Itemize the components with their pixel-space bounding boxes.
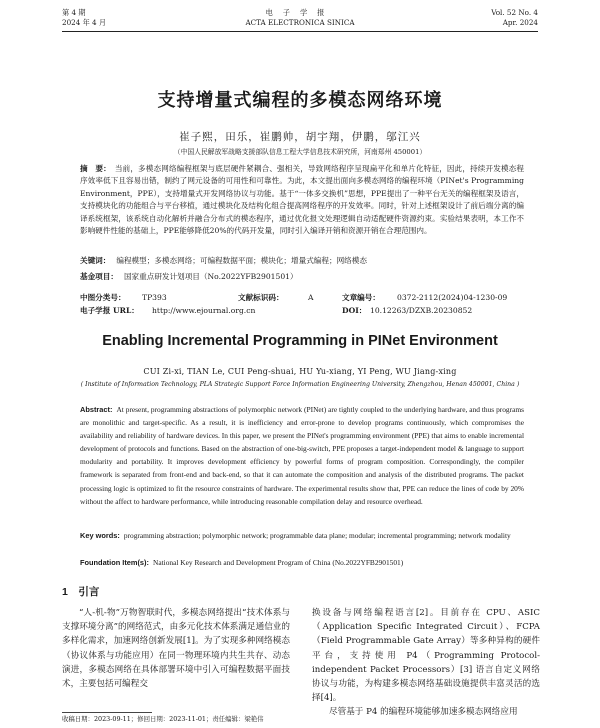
header-issue-cn: 第 4 期: [62, 8, 86, 17]
header-journal-cn: 电子学报: [265, 8, 335, 17]
header-volume: Vol. 52 No. 4: [491, 8, 538, 17]
header-volume-block: [491, 8, 538, 28]
article-no-label: 文章编号：: [342, 293, 380, 302]
en-abstract: [80, 403, 524, 508]
cn-abstract: [80, 163, 524, 237]
running-header: [62, 8, 538, 34]
cn-keywords-text: 编程模型；多模态网络；可编程数据平面；模块化；增量式编程；网络模态: [116, 256, 367, 265]
doc-code-label: 文献标识码：: [238, 293, 284, 302]
url-label: 电子学报 URL：: [80, 306, 139, 315]
body-right-column: [312, 606, 540, 720]
cn-title: 支持增量式编程的多模态网络环境: [157, 90, 443, 111]
header-journal-en: ACTA ELECTRONICA SINICA: [245, 18, 355, 27]
en-abstract-text: At present, programming abstractions of polymorphic network (PINet) are tightly coupled to the underlying hardware, and thus programs are monolithic and target-specific. As a result, it is inefficiency and error-prone to develop programs continuously, which compromises the availability and reliability of hardware devices. In this paper, we present the PINet's programming environment (PPE) that aims to enable incremental development of protocols and functions. Based on the abstraction of one-big-switch, PPE proposes a target-independent model & language to support modularity and portability. It improves development efficiency by powerful forms of program composition. Correspondingly, the compiler framework is separated from front-end and back-end, so that it can automate the composition and analysis of the distributed programs. The packet processing logic is optimized to fit the resource constraints of hardware. The experimental results show that, PPE can reduce the lines of code by 20% without the affect to hardware performance, while introducing reasonable compilation delay and resource overhead.: [80, 405, 524, 506]
cn-fund-text: 国家重点研发计划项目（No.2022YFB2901501）: [123, 272, 298, 281]
footnote-received: 收稿日期：2023-09-11；修回日期：2023-11-01；责任编辑：梁艳伟: [62, 715, 264, 723]
en-keywords-text: programming abstraction; polymorphic network; programmable data plane; modular; incremental programming; network modality: [123, 531, 511, 540]
url-value[interactable]: http://www.ejournal.org.cn: [152, 306, 256, 315]
cn-abstract-label: 摘 要：: [80, 164, 111, 173]
en-keywords-label: Key words:: [80, 531, 120, 540]
body-left-column: “人-机-物”万物智联时代，多模态网络提出“技术体系与支撑环境分离”的网络范式，由多元化技术体系满足通信业的多样化需求，加速网络创新发展[1]。为了实现多种网络模态（协议体系与功能应用）在同一物理环境内共生共存、动态演进，多模态网络在具体部署环境中引入可编程数据平面技术，主要包括可编程交: [62, 608, 290, 690]
en-title: Enabling Incremental Programming in PINet Environment: [102, 333, 498, 349]
header-date-en: Apr. 2024: [502, 18, 538, 27]
header-rule: [62, 31, 538, 32]
clc-label: 中图分类号：: [80, 293, 126, 302]
section-heading-introduction: 1 引言: [62, 586, 100, 598]
cn-classification-row: [80, 292, 524, 304]
cn-abstract-text: 当前，多模态网络编程框架与底层硬件紧耦合、强相关，导致网络程序呈现扁平化和单片化特征，因此，持续开发模态程序效率低下且容易出错，制约了网元设备的可用性和可靠性。为此，本文提出面向多模态网络的编程环境（PINet's Programming Environment，PPE），支持增量式开发网络协议与功能。基于“一体多交换机”思想，PPE提出了一种平台无关的编程框架及语言，支持模块化的功能组合与平台移植，通过模块化及结构化组合提高网络程序的开发效率。同时，针对上述框架设计了前后端分离的编译系统框架，该系统自动化解析并融合分布式的模态程序，通过优化报文处理逻辑自动适配硬件资源约束。实验结果表明，本工作不影响硬件性能的基础上，PPE能够降低20%的代码开发量，同时引入编译开销和资源开销在合理范围内。: [80, 164, 524, 236]
cn-affiliation: （中国人民解放军战略支援部队信息工程大学信息技术研究所，河南郑州 450001）: [173, 148, 427, 156]
en-affiliation: ( Institute of Information Technology, PLA Strategic Support Force Information Engineering University, Zhengzhou, Henan 450001, China ): [80, 381, 520, 388]
cn-keywords-label: 关键词：: [80, 256, 111, 265]
en-fund-label: Foundation Item(s):: [80, 558, 149, 567]
body-right-para-1: 换设备与网络编程语言[2]。目前存在 CPU、ASIC（Application Specific Integrated Circuit）、FCPA（Field Programmable Gate Array）等多种异构的硬件平台，支持使用 P4（Programming Protocol-independent Packet Processors）[3] 语言自定义网络协议与功能，为构建多模态网络基础设施提供丰富灵活的选择[4]。: [312, 608, 540, 704]
body-right-para-2: 尽管基于 P4 的编程环境能够加速多模态网络应用: [329, 707, 518, 718]
cn-fund: [80, 271, 524, 283]
cn-authors: 崔子熙，田乐，崔鹏帅，胡宇翔，伊鹏，邬江兴: [179, 131, 421, 143]
article-no-value: 0372-2112(2024)04-1230-09: [397, 293, 508, 302]
doi-value[interactable]: 10.12263/DZXB.20230852: [370, 306, 473, 315]
en-abstract-label: Abstract:: [80, 405, 113, 414]
en-fund: [80, 557, 524, 569]
en-authors: CUI Zi-xi, TIAN Le, CUI Peng-shuai, HU Yu-xiang, YI Peng, WU Jiang-xing: [143, 367, 457, 376]
clc-value: TP393: [142, 293, 167, 302]
doc-code-value: A: [308, 293, 314, 302]
en-fund-text: National Key Research and Development Program of China (No.2022YFB2901501): [152, 558, 404, 567]
cn-url-row: [80, 305, 524, 317]
cn-fund-label: 基金项目：: [80, 272, 118, 281]
en-keywords: [80, 530, 524, 542]
footnote-rule: [62, 712, 152, 713]
header-journal-block: [62, 8, 538, 28]
header-date-cn: 2024 年 4 月: [62, 18, 107, 27]
doi-label: DOI：: [342, 306, 367, 315]
cn-keywords: [80, 255, 524, 267]
